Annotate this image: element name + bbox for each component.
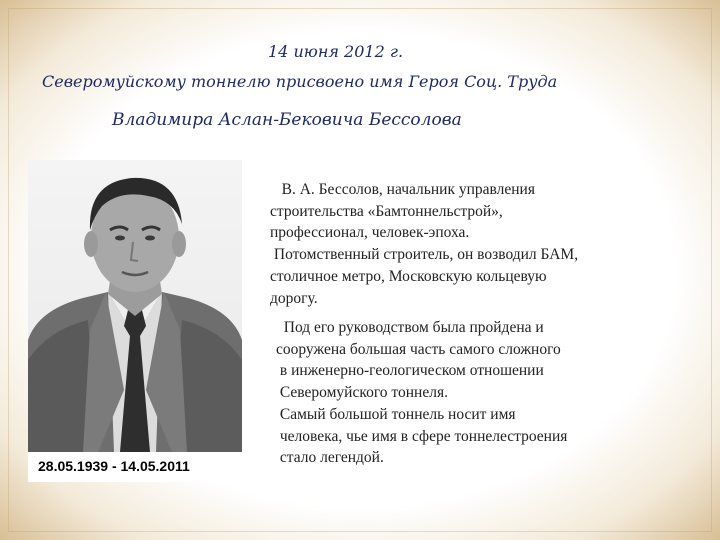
photo-caption xyxy=(28,452,242,482)
person-name-heading: Владимира Аслан-Бековича Бессолова xyxy=(112,110,462,130)
text-line: профессионал, человек-эпоха. xyxy=(270,224,470,242)
text-line: Под его руководством была пройдена и xyxy=(276,319,544,336)
paragraph-biography xyxy=(270,179,578,309)
life-dates: 28.05.1939 - 14.05.2011 xyxy=(38,458,190,474)
text-line: Самый большой тоннель носит имя xyxy=(276,405,516,423)
text-line: строительства «Бамтоннельстрой», xyxy=(270,202,503,220)
text-line: Потомственный строитель, он возводил БАМ, xyxy=(270,246,579,264)
portrait-illustration xyxy=(28,160,242,452)
text-line: в инженерно-геологическом отношении xyxy=(276,362,544,380)
text-line: стало легендой. xyxy=(276,449,384,467)
text-line: В. А. Бессолов, начальник управления xyxy=(270,181,535,198)
text-line: человека, чье имя в сфере тоннелестроения xyxy=(276,427,568,445)
date-heading: 14 июня 2012 г. xyxy=(268,42,404,61)
text-line: Северомуйского тоннеля. xyxy=(276,384,448,402)
portrait-photo xyxy=(28,160,242,452)
title-line: Северомуйскому тоннелю присвоено имя Героя Соц. Труда xyxy=(42,72,558,91)
paragraph-tunnel xyxy=(276,317,567,469)
text-line: дорогу. xyxy=(270,289,318,307)
text-line: столичное метро, Московскую кольцевую xyxy=(270,267,547,285)
text-line: сооружена большая часть самого сложного xyxy=(276,340,561,358)
